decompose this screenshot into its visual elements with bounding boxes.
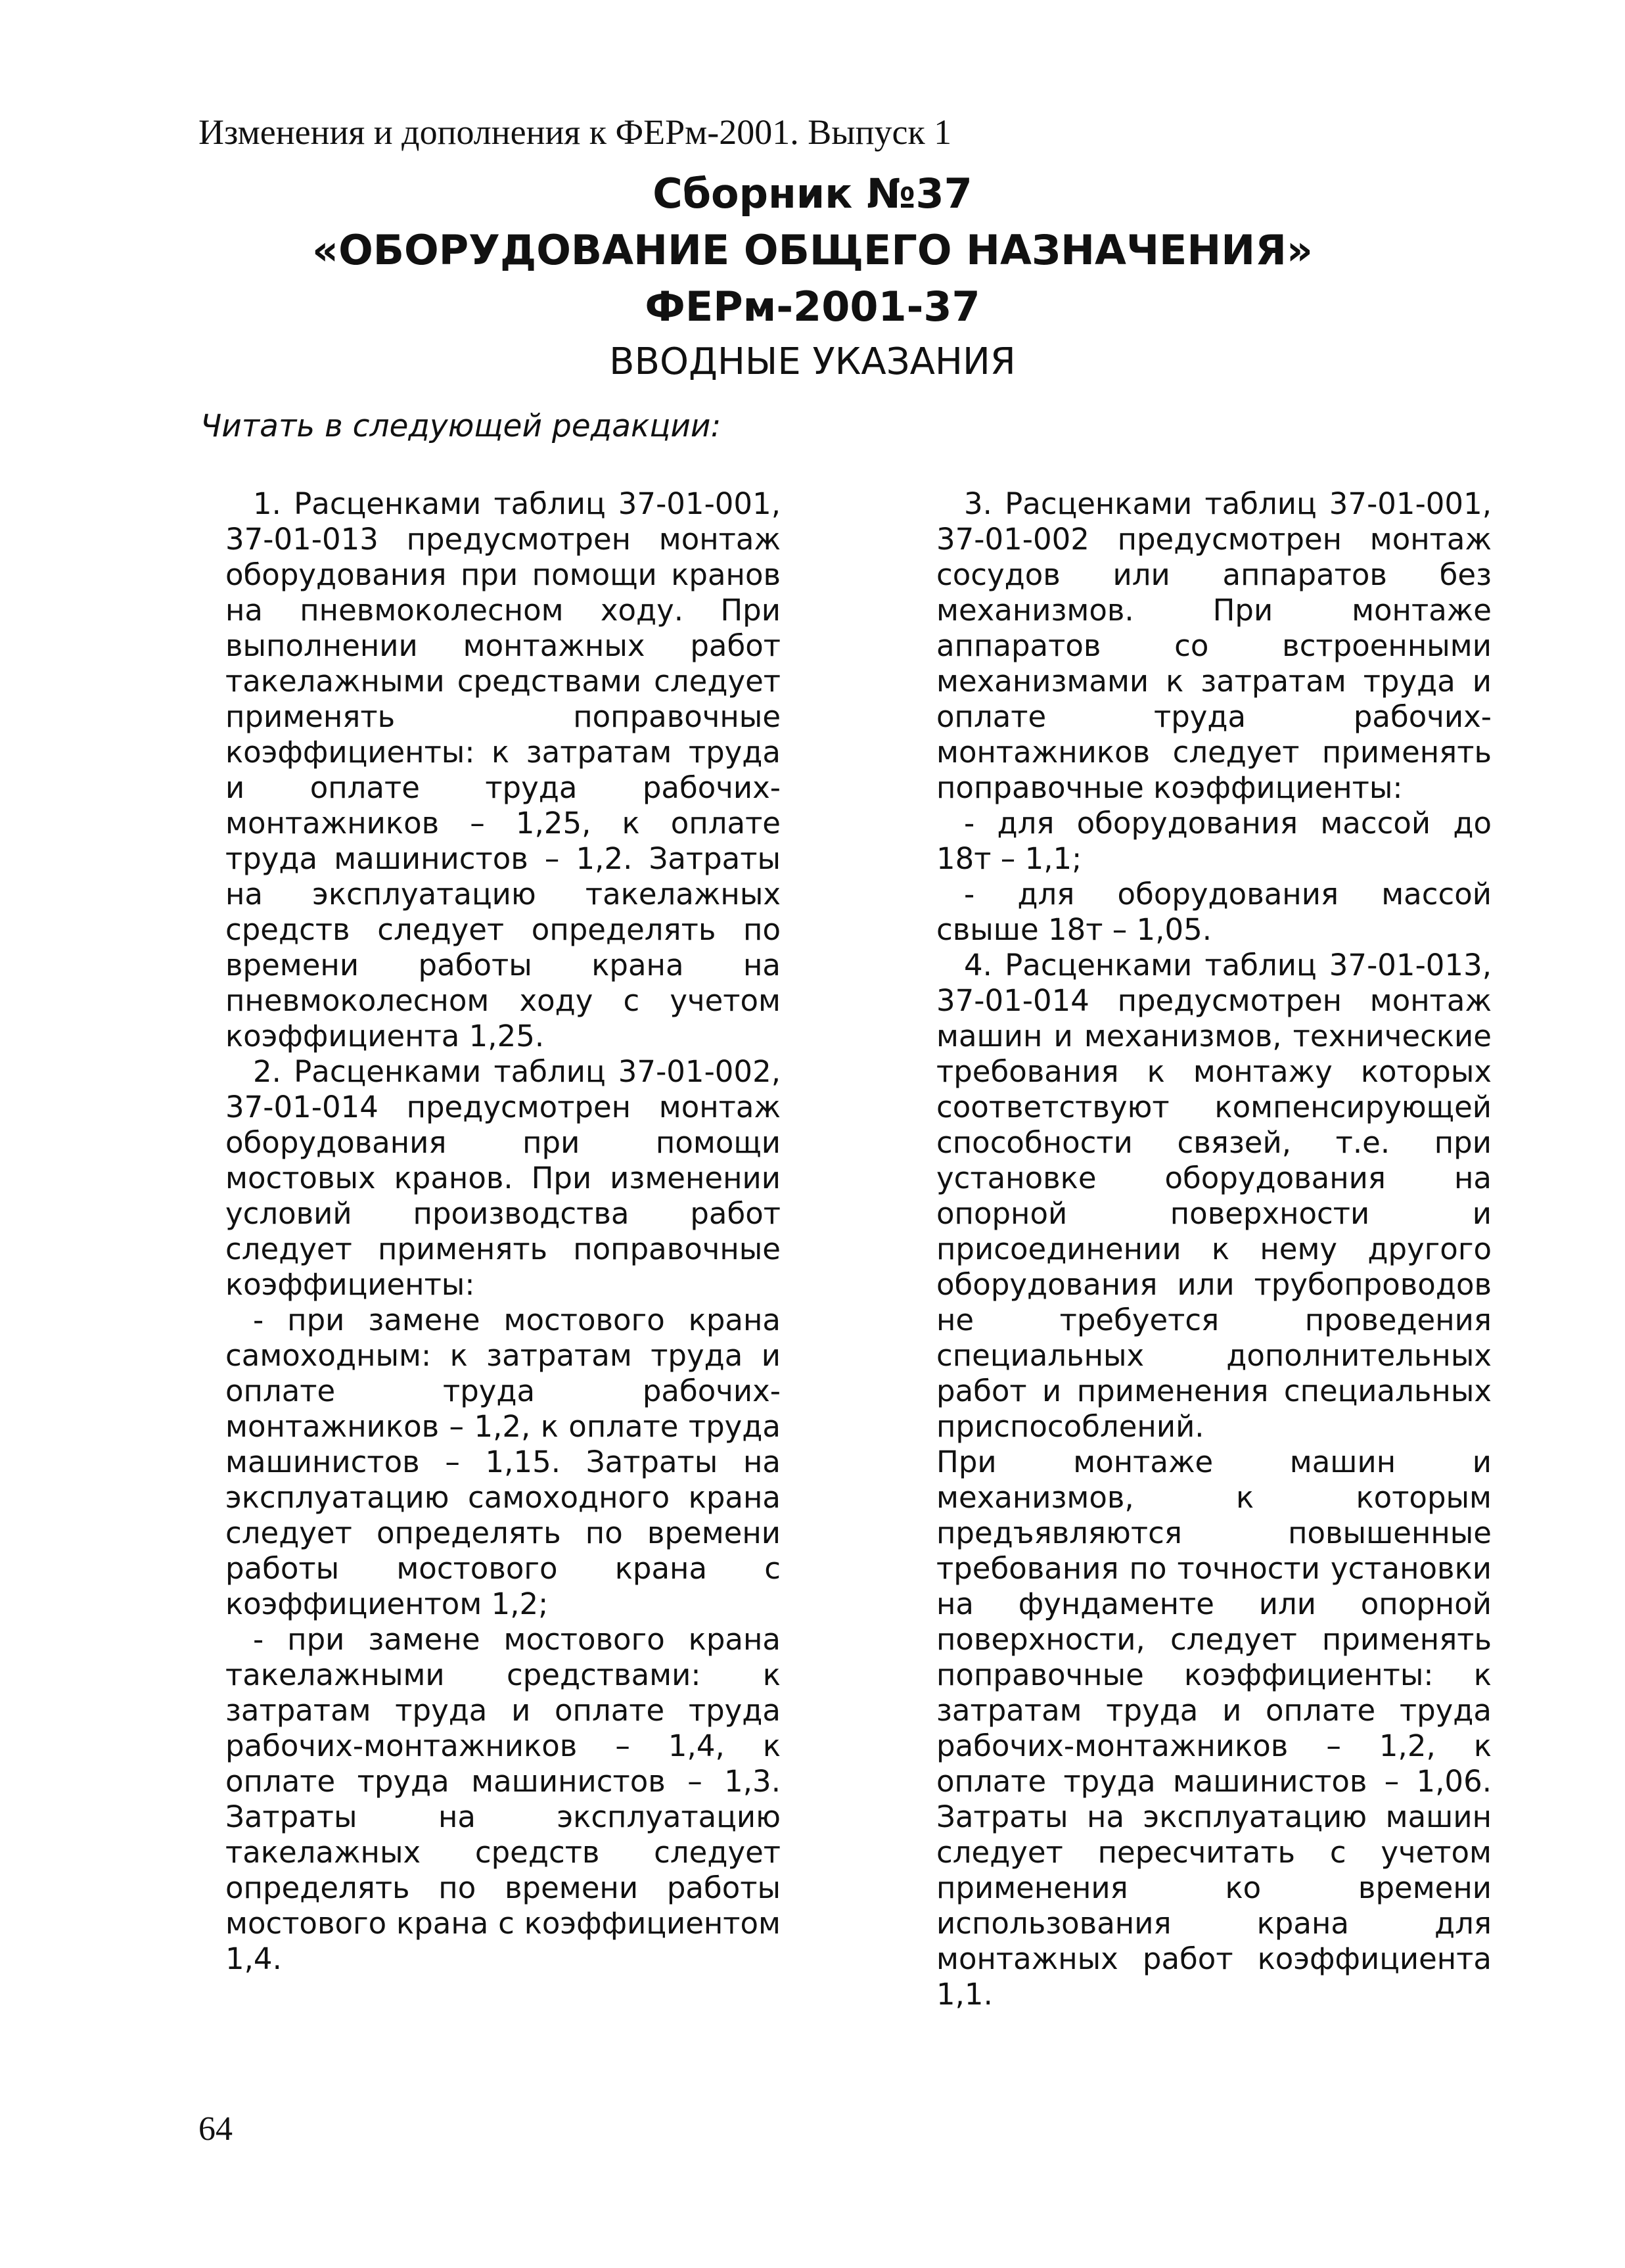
- right-column: [936, 486, 1492, 2012]
- left-column: [225, 486, 781, 1977]
- paragraph-3-item-2: - для оборудования массой свыше 18т – 1,05.: [936, 877, 1492, 947]
- paragraph-3: 3. Расценками таблиц 37-01-001, 37-01-002 предусмотрен монтаж сосудов или аппаратов без механизмов. При монтаже аппаратов со встроенными механизмами к затратам труда и оплате труда рабочих-монтажников следует применять поправочные коэффициенты:: [936, 486, 1492, 805]
- paragraph-2-item-2: - при замене мостового крана такелажными средствами: к затратам труда и оплате труда рабочих-монтажников – 1,4, к оплате труда машинистов – 1,3. Затраты на эксплуатацию такелажных средств следует определять по времени работы мостового крана с коэффициентом 1,4.: [225, 1622, 781, 1976]
- paragraph-4-continuation: При монтаже машин и механизмов, к которым предъявляются повышенные требования по точности установки на фундаменте или опорной поверхности, следует применять поправочные коэффициенты: к затратам труда и оплате труда рабочих-монтажников – 1,2, к оплате труда машинистов – 1,06. Затраты на эксплуатацию машин следует пересчитать с учетом применения ко времени использования крана для монтажных работ коэффициента 1,1.: [936, 1445, 1492, 2012]
- paragraph-3-item-1: - для оборудования массой до 18т – 1,1;: [936, 806, 1492, 876]
- paragraph-2-item-1: - при замене мостового крана самоходным: к затратам труда и оплате труда рабочих-монтажников – 1,2, к оплате труда машинистов – 1,15. Затраты на эксплуатацию самоходного крана следует определять по времени работы мостового крана с коэффициентом 1,2;: [225, 1303, 781, 1621]
- paragraph-4: 4. Расценками таблиц 37-01-013, 37-01-014 предусмотрен монтаж машин и механизмов, технические требования к монтажу которых соответствуют компенсирующей способности связей, т.е. при установке оборудования на опорной поверхности и присоединении к нему другого оборудования или трубопроводов не требуется проведения специальных дополнительных работ и применения специальных приспособлений.: [936, 948, 1492, 1444]
- collection-code: ФЕРм-2001-37: [645, 283, 980, 331]
- section-subtitle: ВВОДНЫЕ УКАЗАНИЯ: [609, 340, 1016, 383]
- collection-name: «ОБОРУДОВАНИЕ ОБЩЕГО НАЗНАЧЕНИЯ»: [312, 226, 1313, 274]
- title-block: [197, 166, 1428, 388]
- page-number: 64: [198, 2110, 233, 2148]
- paragraph-1: 1. Расценками таблиц 37-01-001, 37-01-013 предусмотрен монтаж оборудования при помощи кранов на пневмоколесном ходу. При выполнении монтажных работ такелажными средствами следует применять поправочные коэффициенты: к затратам труда и оплате труда рабочих-монтажников – 1,25, к оплате труда машинистов – 1,2. Затраты на эксплуатацию такелажных средств следует определять по времени работы крана на пневмоколесном ходу с учетом коэффициента 1,25.: [225, 486, 781, 1053]
- lead-instruction: Читать в следующей редакции:: [200, 408, 721, 444]
- running-header: Изменения и дополнения к ФЕРм-2001. Выпуск 1: [198, 112, 952, 152]
- paragraph-2: 2. Расценками таблиц 37-01-002, 37-01-014 предусмотрен монтаж оборудования при помощи мостовых кранов. При изменении условий производства работ следует применять поправочные коэффициенты:: [225, 1054, 781, 1302]
- collection-title: Сборник №37: [652, 170, 973, 218]
